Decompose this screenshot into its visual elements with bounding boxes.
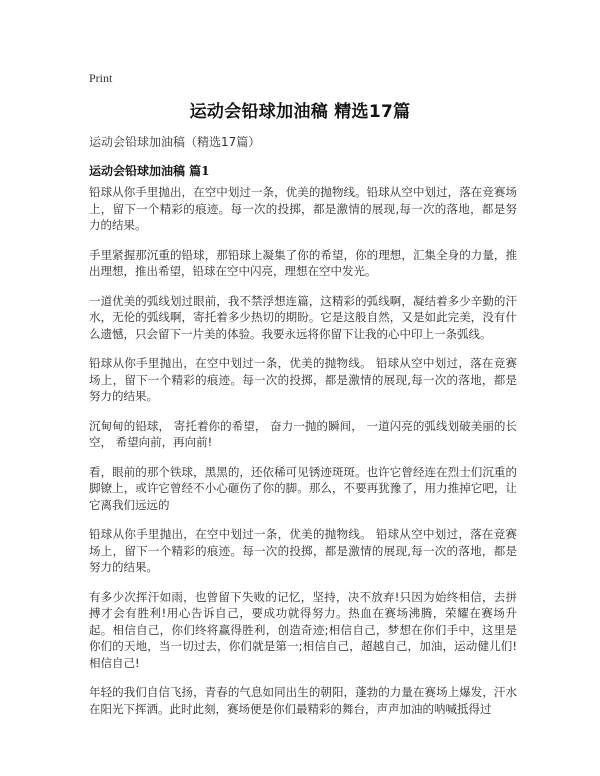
paragraph: 看，眼前的那个铁球，黑黑的，还依稀可见锈迹斑斑。也许它曾经连在烈士们沉重的脚镣上，或许它曾经不小心砸伤了你的脚。那么，不要再犹豫了，用力推掉它吧，让它离我们远远的: [89, 464, 517, 512]
paragraph: 沉甸甸的铅球， 寄托着你的希望， 奋力一抛的瞬间， 一道闪亮的弧线划破美丽的长空， 希望向前，再向前!: [89, 418, 517, 449]
paragraph: 铅球从你手里抛出，在空中划过一条，优美的抛物线。铅球从空中划过，落在竞赛场上，留下一个精彩的痕迹。每一次的投掷，都是激情的展现,每一次的落地，都是努力的结果。: [89, 185, 517, 232]
paragraph: 有多少次挥汗如雨，也曾留下失败的记忆，坚持，决不放弃!只因为始终相信，去拼搏才会有胜利!用心告诉自己，要成功就得努力。热血在赛场沸腾，荣耀在赛场升起。相信自己，你们终将赢得胜利，创造奇迹;相信自己，梦想在你们手中，这里是你们的天地，当一切过去，你们就是第一;相信自己，超越自己，加油，运动健儿们!相信自己!: [89, 589, 517, 670]
document-subtitle: 运动会铅球加油稿（精选17篇）: [89, 135, 261, 149]
section-heading: 运动会铅球加油稿 篇1: [89, 164, 210, 178]
paragraph: 铅球从你手里抛出，在空中划过一条，优美的抛物线。 铅球从空中划过，落在竞赛场上，留下一个精彩的痕迹。每一次的投掷，都是激情的展现,每一次的落地，都是努力的结果。: [89, 527, 517, 574]
article-body: [89, 184, 517, 730]
page-title: 运动会铅球加油稿 精选17篇: [189, 102, 411, 122]
paragraph: 年轻的我们自信飞扬，青春的气息如同出生的朝阳，蓬勃的力量在赛场上爆发，汗水在阳光下挥洒。此时此刻，赛场便是你们最精彩的舞台，声声加油的呐喊抵得过: [89, 685, 517, 716]
print-link[interactable]: Print: [89, 71, 113, 85]
paragraph: 手里紧握那沉重的铅球，那铅球上凝集了你的希望，你的理想，汇集全身的力量，推出理想，推出希望，铅球在空中闪亮，理想在空中发光。: [89, 247, 517, 278]
paragraph: 一道优美的弧线划过眼前，我不禁浮想连篇，这精彩的弧线啊，凝结着多少辛勤的汗水，无伦的弧线啊，寄托着多少热切的期盼。它是这般自然，又是如此完美，没有什么遗憾，只会留下一片美的体验。我要永远将你留下让我的心中印上一条弧线。: [89, 293, 517, 341]
paragraph: 铅球从你手里抛出，在空中划过一条，优美的抛物线。 铅球从空中划过，落在竞赛场上，留下一个精彩的痕迹。每一次的投掷，都是激情的展现,每一次的落地，都是努力的结果。: [89, 356, 517, 403]
